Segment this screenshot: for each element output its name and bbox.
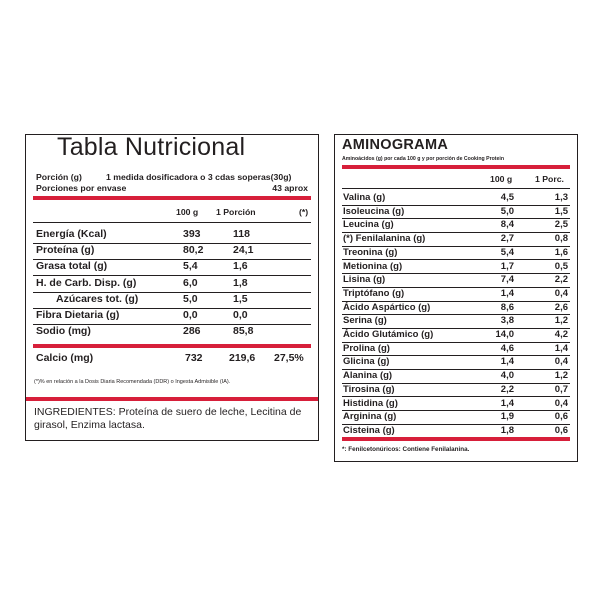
aminogram-footnote: *: Fenilcetonúricos: Contiene Fenilalanina. <box>342 446 470 453</box>
amino-col-header-100g: 100 g <box>490 174 513 184</box>
amino-row <box>342 288 570 302</box>
amino-label: Triptófano (g) <box>343 287 405 299</box>
amino-100g: 5,0 <box>500 205 514 217</box>
nutrient-label: Azúcares tot. (g) <box>56 292 139 305</box>
amino-100g: 2,2 <box>500 383 514 395</box>
amino-100g: 5,4 <box>500 246 514 258</box>
amino-row <box>342 329 570 343</box>
nutrient-100g: 5,4 <box>183 260 198 273</box>
amino-portion: 1,3 <box>554 192 568 203</box>
amino-100g: 8,6 <box>500 301 514 313</box>
amino-portion: 4,2 <box>554 329 568 340</box>
amino-portion: 2,6 <box>554 301 568 313</box>
amino-row <box>342 261 570 275</box>
red-divider <box>26 397 318 401</box>
amino-label: Alanina (g) <box>343 370 393 382</box>
amino-100g: 2,7 <box>500 233 514 245</box>
amino-row <box>342 343 570 357</box>
servings-label: Porciones por envase <box>36 183 127 193</box>
calcio-100g: 732 <box>185 352 203 364</box>
amino-col-header-portion: 1 Porc. <box>535 174 564 184</box>
nutrition-facts-panel <box>25 134 319 441</box>
amino-label: (*) Fenilalanina (g) <box>343 233 426 245</box>
amino-row <box>342 384 570 398</box>
amino-label: Serina (g) <box>343 315 387 327</box>
amino-label: Prolina (g) <box>343 342 390 354</box>
amino-label: Treonina (g) <box>343 246 398 258</box>
amino-portion: 0,4 <box>554 356 568 368</box>
amino-label: Lisina (g) <box>343 274 386 286</box>
thin-divider <box>342 188 570 189</box>
amino-row <box>342 425 570 438</box>
nutrient-portion: 85,8 <box>233 325 254 338</box>
amino-row <box>342 302 570 316</box>
servings-value: 43 aprox <box>272 183 308 193</box>
amino-portion: 0,4 <box>554 397 568 409</box>
aminogram-title: AMINOGRAMA <box>342 137 449 153</box>
amino-100g: 1,8 <box>500 424 514 436</box>
nutrient-label: Fibra Dietaria (g) <box>36 309 120 321</box>
amino-row <box>342 411 570 425</box>
ingredients-text: INGREDIENTES: Proteína de suero de leche, Lecitina de girasol, Enzima lactasa. <box>34 406 302 431</box>
amino-portion: 1,5 <box>554 205 568 217</box>
nutrition-row <box>33 227 311 244</box>
nutrition-row <box>33 243 311 260</box>
col-header-100g: 100 g <box>176 207 199 217</box>
amino-label: Leucina (g) <box>343 219 394 231</box>
portion-label: Porción (g) <box>36 172 82 182</box>
nutrition-row <box>33 324 311 340</box>
amino-portion: 1,4 <box>554 342 568 354</box>
nutrient-100g: 393 <box>183 228 201 240</box>
amino-label: Glicina (g) <box>343 356 390 368</box>
amino-row <box>342 233 570 247</box>
amino-portion: 2,2 <box>554 274 568 286</box>
nutrient-100g: 80,2 <box>183 244 204 257</box>
amino-100g: 4,6 <box>500 342 514 354</box>
amino-100g: 1,4 <box>500 287 514 299</box>
nutrient-label: Sodio (mg) <box>36 325 91 338</box>
amino-100g: 4,5 <box>500 192 514 203</box>
amino-100g: 14,0 <box>495 329 514 340</box>
amino-label: Ácido Glutámico (g) <box>343 329 434 340</box>
thin-divider <box>33 222 311 223</box>
col-header-dv: (*) <box>299 207 309 217</box>
amino-portion: 2,5 <box>554 219 568 231</box>
amino-portion: 0,5 <box>554 260 568 272</box>
nutrient-portion: 118 <box>233 228 250 240</box>
amino-label: Isoleucina (g) <box>343 205 405 217</box>
amino-row <box>342 206 570 220</box>
nutrient-portion: 24,1 <box>233 244 254 257</box>
nutrient-portion: 0,0 <box>233 309 248 321</box>
amino-portion: 1,6 <box>554 246 568 258</box>
amino-label: Tirosina (g) <box>343 383 395 395</box>
amino-row <box>342 274 570 288</box>
amino-row <box>342 356 570 370</box>
amino-100g: 7,4 <box>500 274 514 286</box>
amino-label: Histidina (g) <box>343 397 398 409</box>
nutrition-footnote: (*)% en relación a la Dosis Diaria Recomendada (DDR) o Ingesta Admisible (IA). <box>34 379 231 385</box>
amino-row <box>342 219 570 233</box>
nutrient-portion: 1,8 <box>233 276 248 289</box>
calcio-dv: 27,5% <box>274 352 304 364</box>
nutrient-label: Energía (Kcal) <box>36 228 107 240</box>
amino-row <box>342 370 570 384</box>
amino-100g: 3,8 <box>500 315 514 327</box>
amino-row <box>342 398 570 412</box>
calcio-portion: 219,6 <box>229 352 256 364</box>
nutrient-100g: 0,0 <box>183 309 198 321</box>
amino-portion: 1,2 <box>554 370 568 382</box>
red-divider <box>342 165 570 169</box>
nutrition-row <box>33 259 311 276</box>
portion-value: 1 medida dosificadora o 3 cdas soperas(30g) <box>106 172 292 182</box>
amino-label: Cisteina (g) <box>343 424 395 436</box>
calcio-label: Calcio (mg) <box>36 352 94 364</box>
amino-row <box>342 192 570 206</box>
amino-100g: 8,4 <box>500 219 514 231</box>
amino-100g: 1,9 <box>500 411 514 423</box>
calcio-row <box>33 351 311 367</box>
amino-100g: 1,4 <box>500 356 514 368</box>
amino-label: Valina (g) <box>343 192 386 203</box>
amino-portion: 0,8 <box>554 233 568 245</box>
nutrient-portion: 1,5 <box>233 292 248 305</box>
col-header-portion: 1 Porción <box>216 207 256 217</box>
amino-row <box>342 315 570 329</box>
amino-100g: 1,7 <box>500 260 514 272</box>
amino-100g: 4,0 <box>500 370 514 382</box>
red-divider <box>33 344 311 348</box>
amino-label: Ácido Aspártico (g) <box>343 301 431 313</box>
nutrient-100g: 286 <box>183 325 201 338</box>
nutrient-label: H. de Carb. Disp. (g) <box>36 276 137 289</box>
aminogram-subtitle: Aminoácidos (g) por cada 100 g y por porción de Cooking Protein <box>342 156 504 162</box>
red-divider <box>33 196 311 200</box>
amino-portion: 1,2 <box>554 315 568 327</box>
aminogram-panel <box>334 134 578 462</box>
nutrient-portion: 1,6 <box>233 260 248 273</box>
nutrient-label: Grasa total (g) <box>36 260 108 273</box>
nutrition-row <box>33 276 311 293</box>
amino-portion: 0,4 <box>554 287 568 299</box>
amino-row <box>342 247 570 261</box>
amino-label: Arginina (g) <box>343 411 397 423</box>
amino-100g: 1,4 <box>500 397 514 409</box>
amino-portion: 0,7 <box>554 383 568 395</box>
nutrition-row <box>33 292 311 309</box>
nutrient-label: Proteína (g) <box>36 244 95 257</box>
nutrient-100g: 6,0 <box>183 276 198 289</box>
amino-portion: 0,6 <box>554 424 568 436</box>
amino-portion: 0,6 <box>554 411 568 423</box>
amino-label: Metionina (g) <box>343 260 403 272</box>
nutrition-title: Tabla Nutricional <box>57 133 246 161</box>
nutrient-100g: 5,0 <box>183 292 198 305</box>
red-divider <box>342 437 570 441</box>
nutrition-row <box>33 308 311 325</box>
